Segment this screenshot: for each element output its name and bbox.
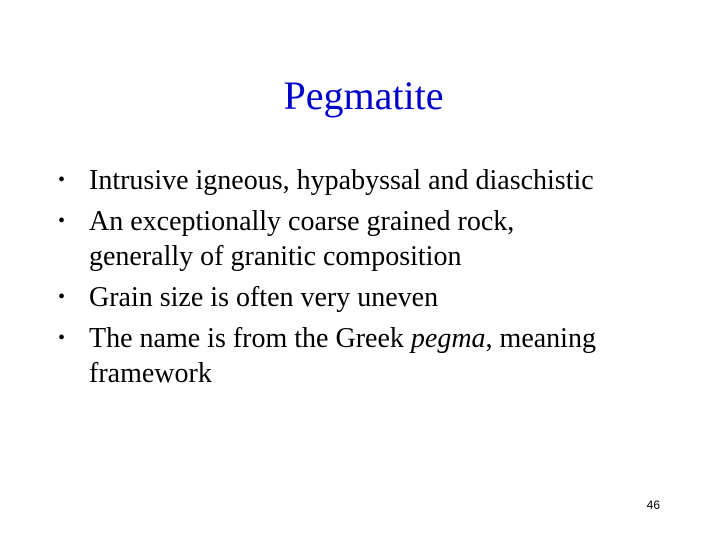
bullet-item [58, 280, 618, 315]
bullet-text: An exceptionally coarse grained rock, generally of granitic composition [89, 206, 515, 272]
bullet-list [58, 163, 618, 397]
bullet-symbol: • [58, 210, 66, 232]
bullet-emphasis: pegma [410, 323, 486, 354]
slide-title: Pegmatite [283, 73, 444, 118]
bullet-text: Intrusive igneous, hypabyssal and diaschistic [89, 165, 594, 196]
bullet-text: Grain size is often very uneven [89, 282, 439, 313]
bullet-symbol: • [58, 327, 66, 349]
bullet-text-before: The name is from the Greek [89, 323, 411, 354]
bullet-item [58, 321, 618, 391]
bullet-symbol: • [58, 169, 66, 191]
bullet-text-after: , meaning framework [89, 323, 596, 389]
bullet-symbol: • [58, 286, 66, 308]
page-number: 46 [646, 498, 660, 512]
bullet-item [58, 163, 618, 198]
bullet-item [58, 204, 618, 274]
